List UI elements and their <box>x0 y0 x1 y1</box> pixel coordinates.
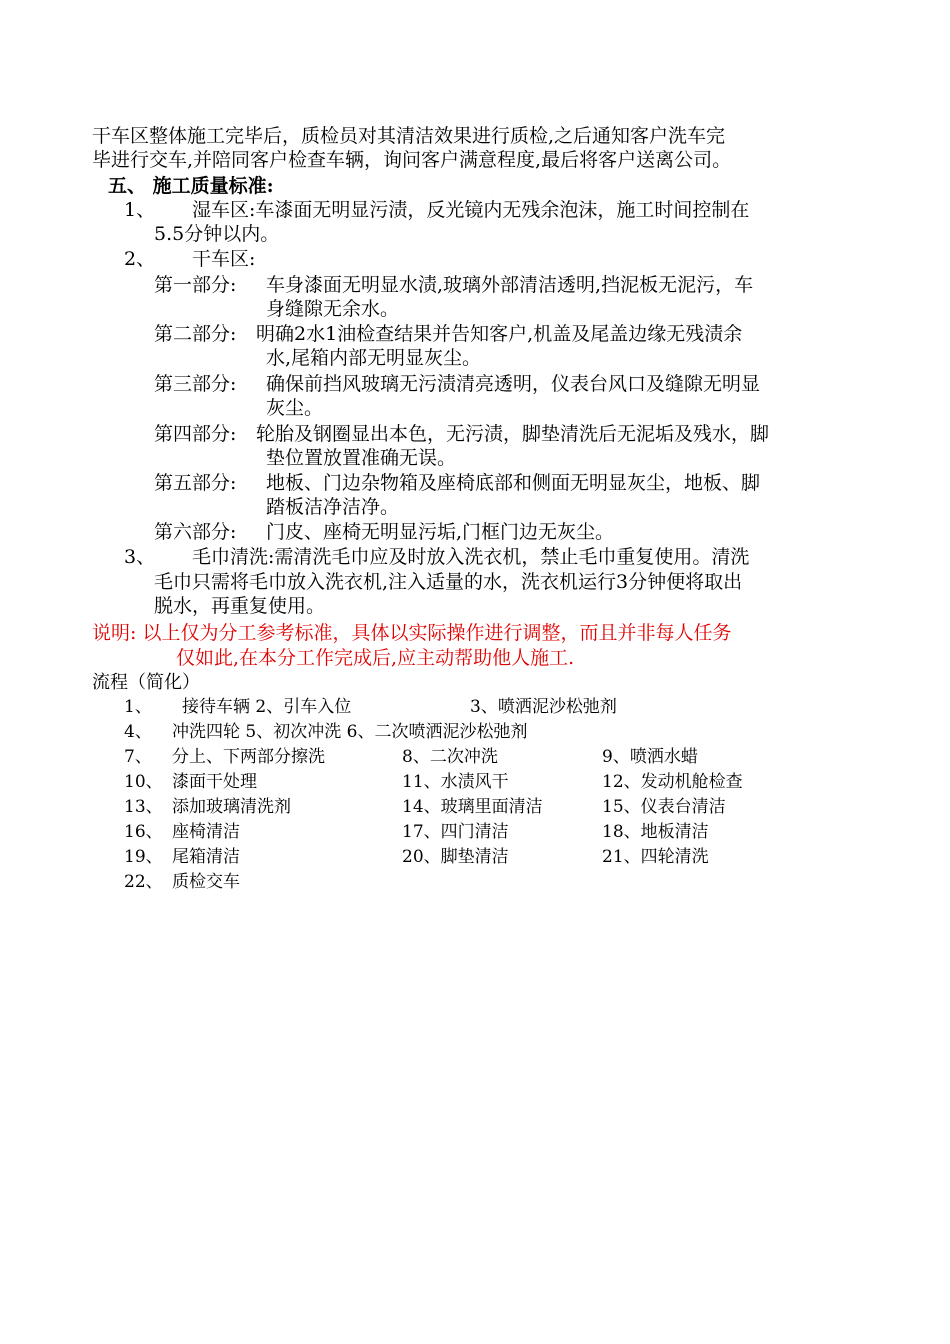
part-3-line-1: 确保前挡风玻璃无污渍清亮透明，仪表台风口及缝隙无明显 <box>266 373 761 395</box>
part-2-line-2: 水,尾箱内部无明显灰尘。 <box>266 347 482 369</box>
flow-row-6-col-c: 18、地板清洁 <box>602 822 709 842</box>
part-6-label: 第六部分: <box>154 521 237 543</box>
item-3-line-1: 毛巾清洗:需清洗毛巾应及时放入洗衣机，禁止毛巾重复使用。清洗 <box>192 546 750 568</box>
flow-row-3-col-c: 9、喷洒水蜡 <box>602 747 698 767</box>
flow-row-6-col-a: 座椅清洁 <box>172 822 240 842</box>
flow-row-6-col-b: 17、四门清洁 <box>402 822 509 842</box>
flow-row-5-number: 13、 <box>124 797 163 817</box>
flow-row-1-number: 1、 <box>124 697 152 717</box>
flow-row-3-number: 7、 <box>124 747 152 767</box>
flow-row-2-number: 4、 <box>124 722 152 742</box>
item-3-line-2: 毛巾只需将毛巾放入洗衣机,注入适量的水，洗衣机运行3分钟便将取出 <box>154 571 743 593</box>
flow-row-4-number: 10、 <box>124 772 163 792</box>
item-2-number: 2、 <box>124 248 156 270</box>
part-5-line-1: 地板、门边杂物箱及座椅底部和侧面无明显灰尘，地板、脚 <box>266 472 761 494</box>
part-3-label: 第三部分: <box>154 373 237 395</box>
note-line-2: 仅如此,在本分工作完成后,应主动帮助他人施工. <box>176 647 575 669</box>
flow-row-1-col-b: 3、喷洒泥沙松弛剂 <box>470 697 617 717</box>
flow-row-7-col-c: 21、四轮清洗 <box>602 847 709 867</box>
part-6-line-1: 门皮、座椅无明显污垢,门框门边无灰尘。 <box>266 521 615 543</box>
item-3-line-3: 脱水，再重复使用。 <box>154 595 326 617</box>
flow-row-4-col-a: 漆面干处理 <box>172 772 257 792</box>
part-2-line-1: 明确2水1油检查结果并告知客户,机盖及尾盖边缘无残渍余 <box>256 323 743 345</box>
flow-row-8-col-a: 质检交车 <box>172 872 240 892</box>
flow-row-4-col-b: 11、水渍风干 <box>402 772 509 792</box>
flow-row-6-number: 16、 <box>124 822 163 842</box>
flow-row-2-col-a: 冲洗四轮 5、初次冲洗 6、二次喷洒泥沙松弛剂 <box>172 722 528 742</box>
flow-row-8-number: 22、 <box>124 872 163 892</box>
intro-line-1: 干车区整体施工完毕后，质检员对其清洁效果进行质检,之后通知客户洗车完 <box>92 125 726 147</box>
part-1-label: 第一部分: <box>154 274 237 296</box>
section-heading: 五、 施工质量标准: <box>108 175 274 197</box>
part-5-line-2: 踏板洁净洁净。 <box>266 496 400 518</box>
part-1-line-2: 身缝隙无余水。 <box>266 298 400 320</box>
flow-row-4-col-c: 12、发动机舱检查 <box>602 772 743 792</box>
part-5-label: 第五部分: <box>154 472 237 494</box>
item-1-number: 1、 <box>124 199 156 221</box>
part-4-line-1: 轮胎及钢圈显出本色，无污渍，脚垫清洗后无泥垢及残水，脚 <box>256 423 770 445</box>
flow-row-7-col-a: 尾箱清洁 <box>172 847 240 867</box>
intro-line-2: 毕进行交车,并陪同客户检查车辆，询问客户满意程度,最后将客户送离公司。 <box>92 149 732 171</box>
flow-row-7-number: 19、 <box>124 847 163 867</box>
flow-row-5-col-a: 添加玻璃清洗剂 <box>172 797 291 817</box>
flow-title: 流程（简化） <box>92 672 200 693</box>
flow-row-3-col-b: 8、二次冲洗 <box>402 747 498 767</box>
item-3-number: 3、 <box>124 546 156 568</box>
part-4-line-2: 垫位置放置准确无误。 <box>266 447 457 469</box>
item-2-title: 干车区: <box>192 248 256 270</box>
flow-row-5-col-c: 15、仪表台清洁 <box>602 797 726 817</box>
item-1-line-1: 湿车区:车漆面无明显污渍，反光镜内无残余泡沫，施工时间控制在 <box>192 199 750 221</box>
note-line-1: 说明: 以上仅为分工参考标准，具体以实际操作进行调整，而且并非每人任务 <box>92 622 732 644</box>
flow-row-1-col-a: 接待车辆 2、引车入位 <box>182 697 352 717</box>
part-3-line-2: 灰尘。 <box>266 397 324 419</box>
flow-row-7-col-b: 20、脚垫清洁 <box>402 847 509 867</box>
part-1-line-1: 车身漆面无明显水渍,玻璃外部清洁透明,挡泥板无泥污，车 <box>266 274 754 296</box>
flow-row-3-col-a: 分上、下两部分擦洗 <box>172 747 325 767</box>
flow-row-5-col-b: 14、玻璃里面清洁 <box>402 797 543 817</box>
part-2-label: 第二部分: <box>154 323 237 345</box>
item-1-line-2: 5.5分钟以内。 <box>154 223 280 245</box>
part-4-label: 第四部分: <box>154 423 237 445</box>
